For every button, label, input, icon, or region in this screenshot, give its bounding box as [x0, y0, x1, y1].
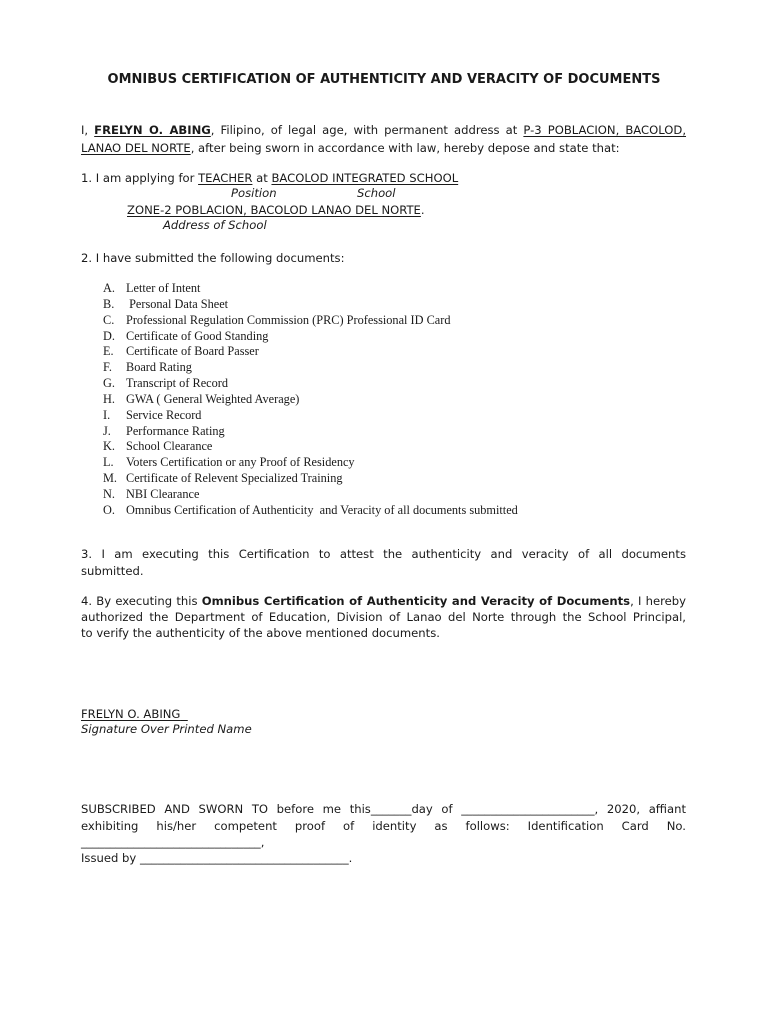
- document-list-item: [103, 297, 518, 313]
- document-letter: G.: [103, 376, 115, 391]
- document-name: GWA ( General Weighted Average): [126, 391, 300, 406]
- document-name: Personal Data Sheet: [126, 296, 229, 311]
- month-blank[interactable]: _______________________: [461, 802, 595, 816]
- document-name: Omnibus Certification of Authenticity and Veracity of all documents submitted: [126, 502, 518, 517]
- document-list-item: [103, 376, 518, 392]
- signature-name-text: FRELYN O. ABING: [81, 707, 181, 721]
- address-caption: Address of School: [163, 218, 267, 232]
- item-4-certification-title: Omnibus Certification of Authenticity and Veracity of Documents: [201, 594, 631, 608]
- school-address-line: [127, 203, 425, 217]
- intro-middle: , Filipino, of legal age, with permanent address at: [210, 123, 524, 137]
- document-list-item: [103, 281, 518, 297]
- id-card-number-blank[interactable]: _______________________________: [81, 835, 261, 849]
- document-letter: H.: [103, 391, 115, 406]
- intro-line-1: [81, 123, 686, 137]
- item-2-text: 2. I have submitted the following documents:: [81, 251, 345, 265]
- document-list-item: [103, 344, 518, 360]
- document-letter: O.: [103, 502, 115, 517]
- document-letter: M.: [103, 471, 118, 486]
- jurat-year-affiant: , 2020, affiant: [594, 802, 687, 816]
- id-line-end: ,: [260, 835, 265, 849]
- document-list-item: [103, 471, 518, 487]
- signature-caption: Signature Over Printed Name: [81, 722, 252, 736]
- applied-position: TEACHER: [198, 171, 253, 185]
- document-name: Performance Rating: [126, 423, 225, 438]
- permanent-address-part1: P-3 POBLACION, BACOLOD,: [523, 123, 687, 137]
- document-name: Voters Certification or any Proof of Residency: [126, 455, 355, 470]
- applied-school: BACOLOD INTEGRATED SCHOOL: [271, 171, 459, 185]
- document-name: NBI Clearance: [126, 486, 200, 501]
- document-letter: L.: [103, 455, 114, 470]
- intro-suffix: , after being sworn in accordance with law, hereby depose and state that:: [190, 141, 620, 155]
- item-4-line-2: authorized the Department of Education, Division of Lanao del Norte through the School Principal,: [81, 610, 686, 624]
- jurat-line-2: exhibiting his/her competent proof of identity as follows: Identification Card No.: [81, 819, 686, 833]
- item-3-line-2: submitted.: [81, 564, 144, 578]
- item-1-prefix: 1. I am applying for: [81, 171, 199, 185]
- document-letter: E.: [103, 344, 114, 359]
- intro-line-2: [81, 141, 620, 155]
- affiant-name: FRELYN O. ABING: [94, 123, 211, 137]
- document-name: Professional Regulation Commission (PRC) Professional ID Card: [126, 312, 451, 327]
- document-list-item: [103, 455, 518, 471]
- document-name: Board Rating: [126, 360, 192, 375]
- jurat-subscribed-text: SUBSCRIBED AND SWORN TO before me this: [81, 802, 371, 816]
- document-letter: F.: [103, 360, 112, 375]
- item-3-line-1: 3. I am executing this Certification to attest the authenticity and veracity of all documents: [81, 547, 686, 561]
- documents-list: [103, 281, 518, 519]
- document-letter: J.: [103, 423, 111, 438]
- document-letter: C.: [103, 312, 115, 327]
- document-list-item: [103, 503, 518, 519]
- item-4-line-3: to verify the authenticity of the above mentioned documents.: [81, 626, 440, 640]
- item-4-prefix: 4. By executing this: [81, 594, 202, 608]
- item-4-suffix: , I hereby: [630, 594, 686, 608]
- document-letter: A.: [103, 281, 115, 295]
- item-1-applying-line: [81, 171, 458, 185]
- signature-name-pad: [180, 707, 187, 721]
- document-list-item: [103, 313, 518, 329]
- intro-prefix: I,: [81, 123, 95, 137]
- document-list-item: [103, 424, 518, 440]
- issued-by-blank[interactable]: ____________________________________: [139, 851, 349, 865]
- document-letter: N.: [103, 486, 115, 501]
- document-letter: D.: [103, 328, 115, 343]
- document-list-item: [103, 360, 518, 376]
- document-name: Certificate of Relevent Specialized Training: [126, 471, 343, 486]
- jurat-line-4: [81, 851, 352, 865]
- document-name: Service Record: [126, 407, 202, 422]
- school-address-end: .: [420, 203, 425, 217]
- document-list-item: [103, 329, 518, 345]
- school-caption: School: [357, 186, 396, 200]
- issued-by-end: .: [348, 851, 353, 865]
- document-letter: I.: [103, 407, 111, 422]
- document-letter: K.: [103, 439, 115, 454]
- position-caption: Position: [231, 186, 277, 200]
- document-name: School Clearance: [126, 439, 213, 454]
- jurat-day-of: day of: [411, 802, 462, 816]
- item-1-connector: at: [252, 171, 272, 185]
- day-blank[interactable]: _______: [370, 802, 412, 816]
- document-name: Transcript of Record: [126, 376, 229, 391]
- jurat-line-3: [81, 835, 264, 849]
- document-list-item: [103, 487, 518, 503]
- document-name: Certificate of Good Standing: [126, 328, 269, 343]
- document-title: OMNIBUS CERTIFICATION OF AUTHENTICITY AND VERACITY OF DOCUMENTS: [107, 72, 661, 87]
- permanent-address-part2: LANAO DEL NORTE: [81, 141, 191, 155]
- document-name: Certificate of Board Passer: [126, 344, 259, 359]
- document-list-item: [103, 392, 518, 408]
- school-address: ZONE-2 POBLACION, BACOLOD LANAO DEL NORTE: [127, 203, 421, 217]
- document-list-item: [103, 439, 518, 455]
- document-name: Letter of Intent: [126, 281, 201, 295]
- issued-by-label: Issued by: [81, 851, 140, 865]
- document-letter: B.: [103, 296, 115, 311]
- signature-printed-name: [81, 707, 188, 721]
- jurat-line-1: [81, 802, 686, 816]
- document-list-item: [103, 408, 518, 424]
- item-4-line-1: [81, 594, 686, 608]
